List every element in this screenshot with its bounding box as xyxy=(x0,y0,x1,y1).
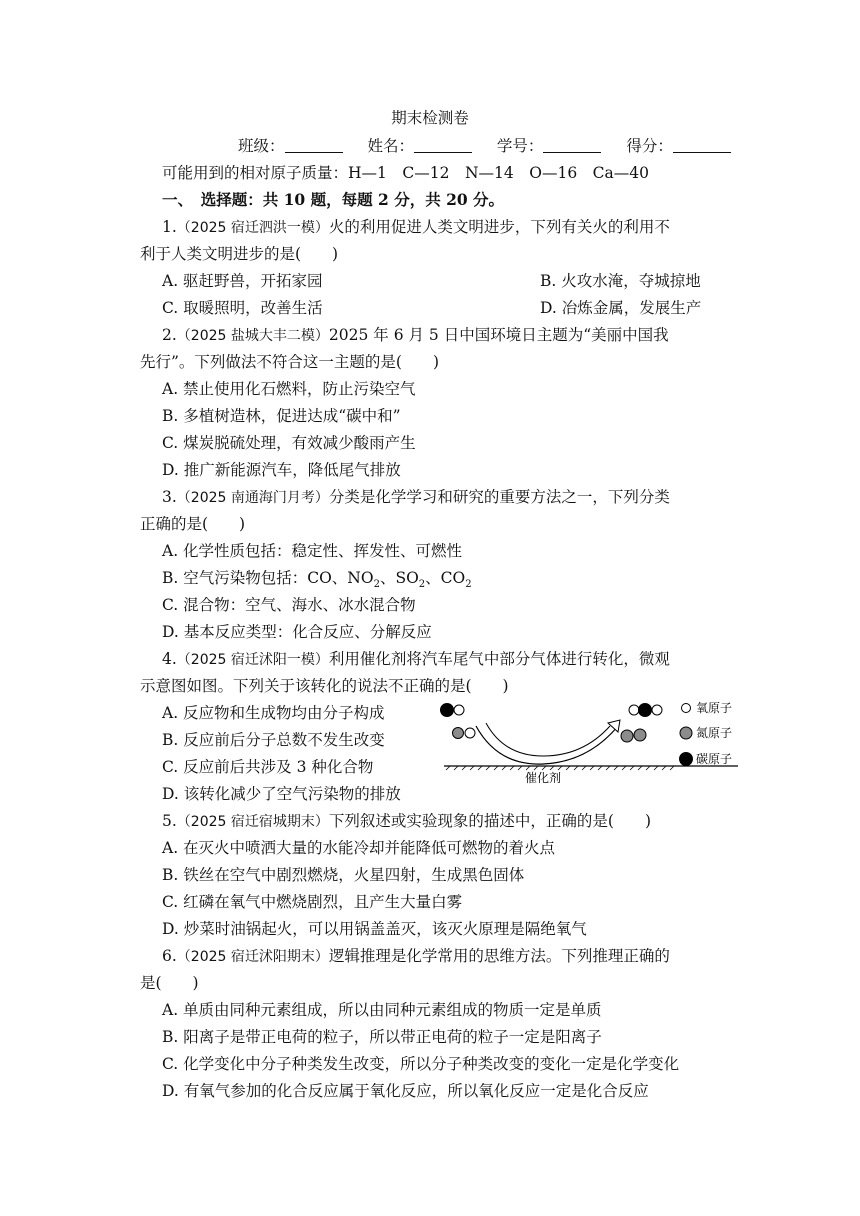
option-c[interactable]: C. 取暖照明，改善生活 xyxy=(162,299,323,317)
reactant-co-molecule xyxy=(441,704,465,717)
option-b[interactable]: B. 多植树造林，促进达成“碳中和” xyxy=(162,407,401,425)
legend-oxygen: 氧原子 xyxy=(696,701,733,715)
catalyst-label: 催化剂 xyxy=(525,771,562,785)
option-d[interactable]: D. 该转化减少了空气污染物的排放 xyxy=(162,785,401,803)
question-3-stem-cont: 正确的是( ) xyxy=(140,515,246,533)
legend-nitrogen: 氮原子 xyxy=(696,726,733,740)
question-source: （2025 宿迁沭阳一模） xyxy=(176,652,329,668)
option-a[interactable]: A. 反应物和生成物均由分子构成 xyxy=(162,704,385,722)
score-blank[interactable] xyxy=(673,138,731,153)
class-label: 班级： xyxy=(238,137,285,155)
id-label: 学号： xyxy=(496,137,544,155)
name-blank[interactable] xyxy=(414,138,472,153)
question-source: （2025 宿迁宿城期末） xyxy=(176,814,329,830)
option-d[interactable]: D. 基本反应类型：化合反应、分解反应 xyxy=(162,623,432,641)
reaction-diagram xyxy=(438,696,748,786)
question-2-stem: 2.（2025 盐城大丰二模）2025 年 6 月 5 日中国环境日主题为“美丽中国我 xyxy=(162,326,669,344)
product-co2-molecule xyxy=(629,704,662,717)
nitrogen-atom-icon xyxy=(680,727,692,739)
option-c[interactable]: C. 红磷在氧气中燃烧剧烈，且产生大量白雾 xyxy=(162,893,463,911)
reaction-arrow-icon xyxy=(476,726,618,764)
option-d[interactable]: D. 推广新能源汽车，降低尾气排放 xyxy=(162,461,401,479)
question-4-stem-cont: 示意图如图。下列关于该转化的说法不正确的是( ) xyxy=(140,677,509,695)
question-1-stem-cont: 利于人类文明进步的是( ) xyxy=(140,245,339,263)
question-3-stem: 3.（2025 南通海门月考）分类是化学学习和研究的重要方法之一，下列分类 xyxy=(162,488,670,506)
question-source: （2025 宿迁沭阳期末） xyxy=(176,949,329,965)
name-label: 姓名： xyxy=(367,137,414,155)
reactant-n2-molecule xyxy=(453,728,476,739)
option-c[interactable]: C. 煤炭脱硫处理，有效减少酸雨产生 xyxy=(162,434,416,452)
id-blank[interactable] xyxy=(543,138,601,153)
option-b[interactable]: B. 火攻水淹，夺城掠地 xyxy=(540,272,701,290)
class-blank[interactable] xyxy=(285,138,343,153)
question-source: （2025 盐城大丰二模） xyxy=(176,328,329,344)
option-a[interactable]: A. 在灭火中喷洒大量的水能冷却并能降低可燃物的着火点 xyxy=(162,839,556,857)
option-b[interactable]: B. 阳离子是带正电荷的粒子，所以带正电荷的粒子一定是阳离子 xyxy=(162,1028,602,1046)
question-source: （2025 宿迁泗洪一模） xyxy=(176,220,329,236)
question-6-stem: 6.（2025 宿迁沭阳期末）逻辑推理是化学常用的思维方法。下列推理正确的 xyxy=(162,947,670,965)
question-6-stem-cont: 是( ) xyxy=(140,974,199,992)
page-title: 期末检测卷 xyxy=(391,109,469,127)
option-a[interactable]: A. 化学性质包括：稳定性、挥发性、可燃性 xyxy=(162,542,463,560)
option-c[interactable]: C. 化学变化中分子种类发生改变，所以分子种类改变的变化一定是化学变化 xyxy=(162,1055,680,1073)
question-5-stem: 5.（2025 宿迁宿城期末）下列叙述或实验现象的描述中，正确的是( ) xyxy=(162,812,651,830)
option-a[interactable]: A. 禁止使用化石燃料，防止污染空气 xyxy=(162,380,416,398)
product-n2-molecule xyxy=(621,729,646,742)
legend xyxy=(680,701,733,766)
option-d[interactable]: D. 炒菜时油锅起火，可以用锅盖盖灭，该灭火原理是隔绝氧气 xyxy=(162,920,587,938)
question-4-stem: 4.（2025 宿迁沭阳一模）利用催化剂将汽车尾气中部分气体进行转化，微观 xyxy=(162,650,670,668)
section-title: 一、 选择题：共 10 题，每题 2 分，共 20 分。 xyxy=(162,190,505,209)
option-d[interactable]: D. 冶炼金属，发展生产 xyxy=(540,299,702,317)
oxygen-atom-icon xyxy=(682,704,691,713)
question-source: （2025 南通海门月考） xyxy=(176,490,329,506)
carbon-atom-icon xyxy=(680,753,693,766)
question-1-options-row-1 xyxy=(162,271,762,291)
legend-carbon: 碳原子 xyxy=(696,752,733,766)
question-1-stem: 1.（2025 宿迁泗洪一模）火的利用促进人类文明进步，下列有关火的利用不 xyxy=(162,218,670,236)
option-b[interactable]: B. 铁丝在空气中剧烈燃烧，火星四射，生成黑色固体 xyxy=(162,866,525,884)
option-d[interactable]: D. 有氧气参加的化合反应属于氧化反应，所以氧化反应一定是化合反应 xyxy=(162,1082,649,1100)
option-b[interactable]: B. 空气污染物包括：CO、$NO_2$、$SO_2$、$CO_2$ xyxy=(162,569,472,591)
option-a[interactable]: A. 驱赶野兽，开拓家园 xyxy=(162,272,323,290)
option-a[interactable]: A. 单质由同种元素组成，所以由同种元素组成的物质一定是单质 xyxy=(162,1001,602,1019)
atomic-mass-note: 可能用到的相对原子质量：H—1 C—12 N—14 O—16 Ca—40 xyxy=(162,164,650,182)
option-b[interactable]: B. 反应前后分子总数不发生改变 xyxy=(162,731,385,749)
question-2-stem-cont: 先行”。下列做法不符合这一主题的是( ) xyxy=(140,353,440,371)
student-info-row xyxy=(238,136,838,156)
score-label: 得分： xyxy=(626,137,673,155)
question-1-options-row-2 xyxy=(162,298,762,318)
option-c[interactable]: C. 反应前后共涉及 3 种化合物 xyxy=(162,758,374,776)
option-c[interactable]: C. 混合物：空气、海水、冰水混合物 xyxy=(162,596,416,614)
